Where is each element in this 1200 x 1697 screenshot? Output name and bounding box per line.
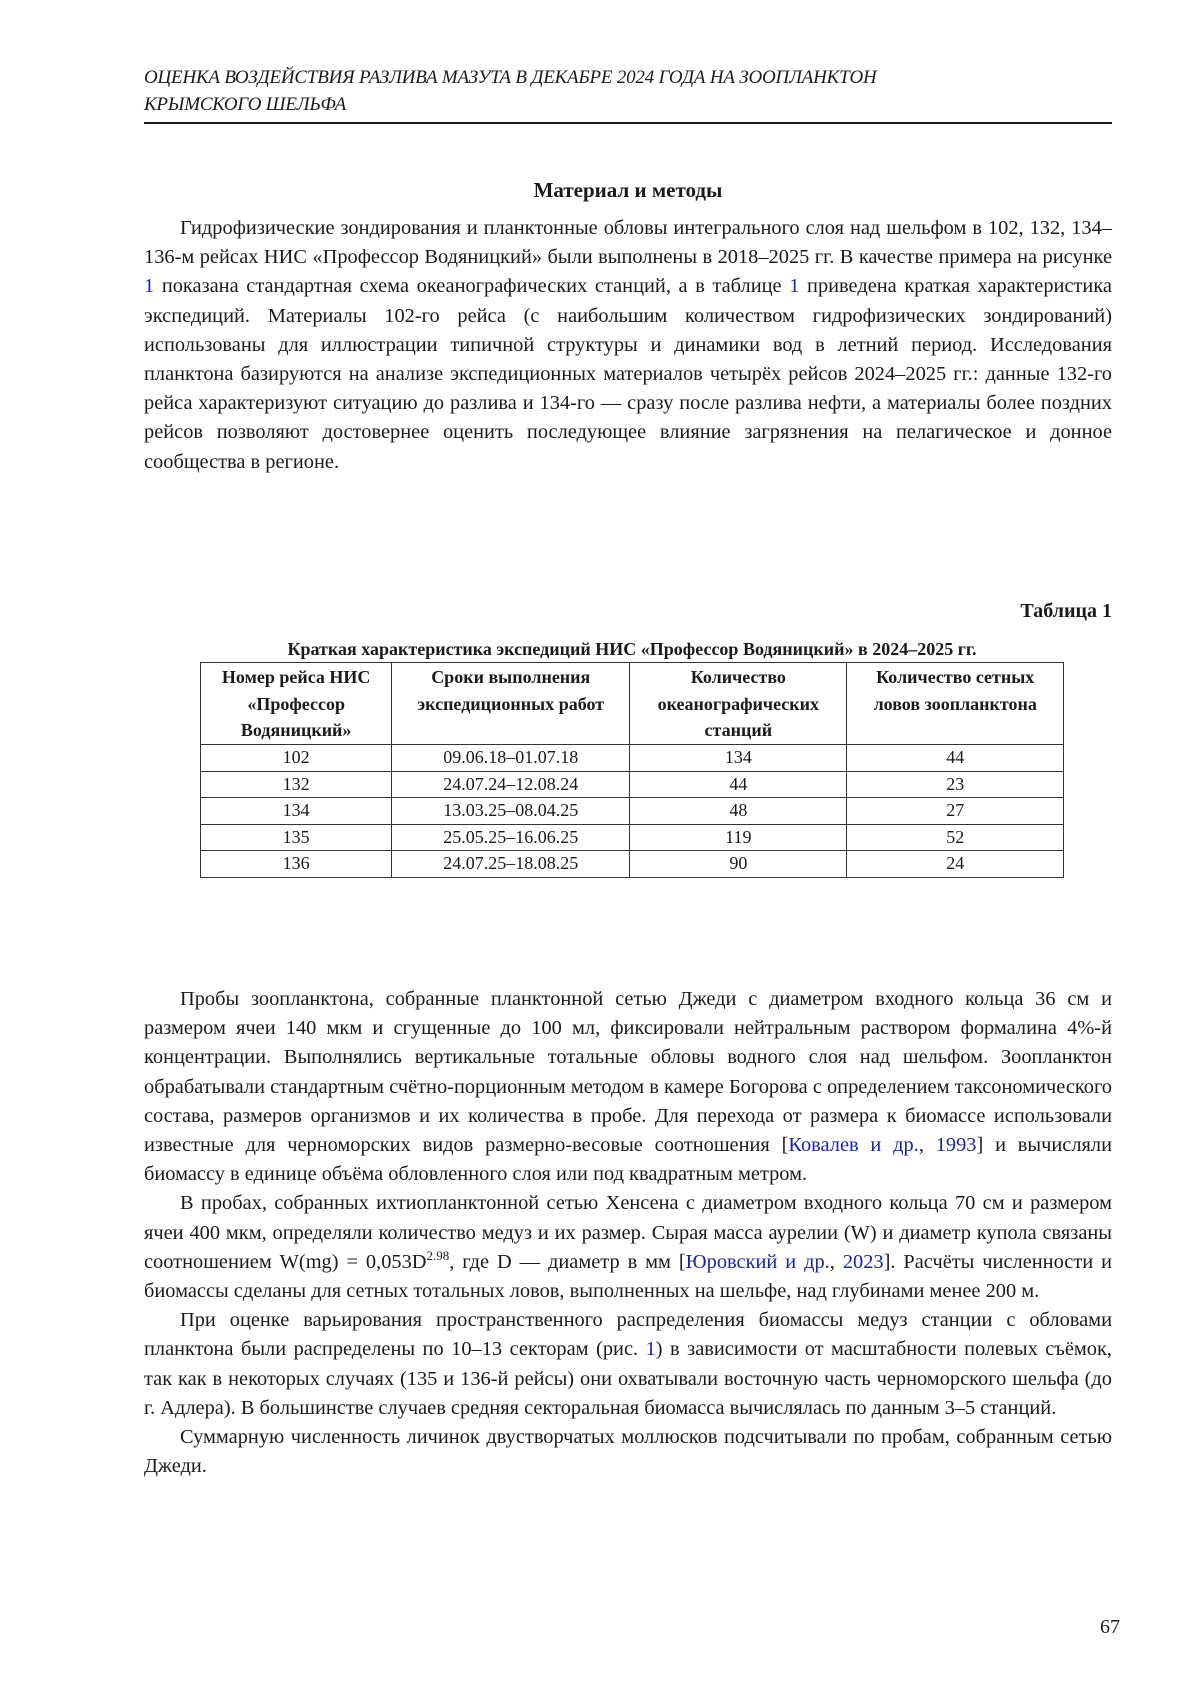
running-head-line-2: КРЫМСКОГО ШЕЛЬФА bbox=[144, 94, 347, 115]
text-run: ]. Расчёты численности и биомассы сделаны для сетных тотальных ловов, выполненных на шельфе, над глубинами менее 200 м. bbox=[144, 1250, 1112, 1303]
text-run: ) в зависимости от масштабности полевых съёмок, так как в некоторых случаях (135 и 136-й рейсы) они охватывали восточную часть черноморского шельфа (до г. Адлера). В большинстве случаев средняя секторальная биомасса вычислялась по данным 3–5 станций. bbox=[144, 1338, 1112, 1419]
column-header-stations: Количество океанографических станций bbox=[630, 663, 847, 745]
figure-link[interactable]: 1 bbox=[645, 1338, 656, 1361]
citation-year[interactable]: 1993 bbox=[935, 1134, 977, 1157]
cell-stations: 90 bbox=[630, 851, 847, 878]
table-header-row bbox=[201, 663, 1064, 745]
cell-cruise: 134 bbox=[201, 798, 392, 825]
citation-link-kovalev[interactable] bbox=[788, 1134, 976, 1156]
column-header-cruise: Номер рейса НИС «Профессор Водяницкий» bbox=[201, 663, 392, 745]
cell-stations: 134 bbox=[630, 745, 847, 772]
paragraph-intro bbox=[144, 214, 1112, 477]
cell-stations: 48 bbox=[630, 798, 847, 825]
table-label: Таблица 1 bbox=[1020, 600, 1112, 622]
cell-cruise: 136 bbox=[201, 851, 392, 878]
text-run: приведена краткая характеристика экспедиций. Материалы 102-го рейса (с наибольшим количеством гидрофизических зондирований) использованы для иллюстрации типичной структуры и динамики вод в летний период. Исследования планктона базируются на анализе экспедиционных материалов четырёх рейсов 2024–2025 гг.: данные 132-го рейса характеризуют ситуацию до разлива и 134-го — сразу после разлива нефти, а материалы более поздних рейсов позволяют достовернее оценить последующее влияние загрязнения на пелагическое и донное сообщества в регионе. bbox=[144, 275, 1112, 473]
table-row bbox=[201, 771, 1064, 798]
expeditions-table bbox=[200, 662, 1064, 878]
header-rule bbox=[144, 122, 1112, 124]
text-run: В пробах, собранных ихтиопланктонной сетью Хенсена с диаметром входного кольца 70 см и размером ячеи 400 мкм, определяли количество медуз и их размер. Сырая масса аурелии (W) и диаметр купола связаны соотношением W(mg) = 0,053D bbox=[144, 1192, 1112, 1273]
text-run: Гидрофизические зондирования и планктонные обловы интегрального слоя над шельфом в 102, 132, 134–136-м рейсах НИС «Профессор Водяницкий» были выполнены в 2018–2025 гг. В качестве примера на рисунке bbox=[144, 217, 1112, 269]
formula-exponent: 2.98 bbox=[426, 1248, 450, 1264]
cell-stations: 44 bbox=[630, 771, 847, 798]
table-row bbox=[201, 745, 1064, 772]
cell-net-hauls: 27 bbox=[847, 798, 1064, 825]
cell-dates: 24.07.24–12.08.24 bbox=[392, 771, 630, 798]
cell-stations: 119 bbox=[630, 824, 847, 851]
column-header-net-hauls: Количество сетных ловов зоопланктона bbox=[847, 663, 1064, 745]
paragraph-bivalve-larvae: Суммарную численность личинок двустворчатых моллюсков подсчитывали по пробам, собранным сетью Джеди. bbox=[144, 1426, 1112, 1478]
text-run: Пробы зоопланктона, собранные планктонной сетью Джеди с диаметром входного кольца 36 см и размером ячеи 140 мкм и сгущенные до 100 мл, фиксировали нейтральным раствором формалина 4%-й концентрации. Выполнялись вертикальные тотальные обловы водного слоя над шельфом. Зоопланктон обрабатывали стандартным счётно-порционным методом в камере Богорова с определением таксономического состава, размеров организмов и их количества в пробе. Для перехода от размера к биомассе использовали известные для черноморских видов размерно-весовые соотношения [ bbox=[144, 988, 1112, 1157]
citation-separator: , bbox=[829, 1250, 843, 1273]
cell-net-hauls: 24 bbox=[847, 851, 1064, 878]
text-run: показана стандартная схема океанографических станций, а в таблице bbox=[154, 275, 790, 298]
cell-dates: 09.06.18–01.07.18 bbox=[392, 745, 630, 772]
citation-authors[interactable]: Ковалев и др. bbox=[788, 1134, 919, 1157]
citation-year[interactable]: 2023 bbox=[842, 1250, 884, 1273]
cell-net-hauls: 44 bbox=[847, 745, 1064, 772]
cell-dates: 24.07.25–18.08.25 bbox=[392, 851, 630, 878]
table-row bbox=[201, 798, 1064, 825]
methods-section bbox=[144, 985, 1112, 1481]
section-title: Материал и методы bbox=[533, 178, 723, 202]
citation-link-yurovsky[interactable] bbox=[686, 1251, 884, 1273]
table-row bbox=[201, 851, 1064, 878]
table-row bbox=[201, 824, 1064, 851]
running-head bbox=[144, 64, 1112, 118]
text-run: При оценке варьирования пространственного распределения биомассы медуз станции с обловами планктона были распределены по 10–13 секторам (рис. bbox=[144, 1309, 1112, 1361]
table-caption: Краткая характеристика экспедиций НИС «Профессор Водяницкий» в 2024–2025 гг. bbox=[287, 639, 977, 659]
cell-cruise: 132 bbox=[201, 771, 392, 798]
running-head-line-1: ОЦЕНКА ВОЗДЕЙСТВИЯ РАЗЛИВА МАЗУТА В ДЕКАБРЕ 2024 ГОДА НА ЗООПЛАНКТОН bbox=[144, 67, 877, 88]
citation-authors[interactable]: Юровский и др. bbox=[685, 1250, 830, 1273]
text-run: ] и вычисляли биомассу в единице объёма обловленного слоя или под квадратным метром. bbox=[144, 1134, 1112, 1186]
paragraph-sectors bbox=[144, 1306, 1112, 1423]
text-run: , где D — диаметр в мм [ bbox=[449, 1250, 686, 1273]
cell-cruise: 135 bbox=[201, 824, 392, 851]
paragraph-juday-net bbox=[144, 985, 1112, 1189]
page-number: 67 bbox=[1100, 1616, 1120, 1638]
table-link[interactable]: 1 bbox=[789, 275, 800, 298]
cell-net-hauls: 23 bbox=[847, 771, 1064, 798]
cell-dates: 25.05.25–16.06.25 bbox=[392, 824, 630, 851]
paragraph-hensen-net bbox=[144, 1189, 1112, 1306]
column-header-dates: Сроки выполнения экспедиционных работ bbox=[392, 663, 630, 745]
cell-dates: 13.03.25–08.04.25 bbox=[392, 798, 630, 825]
intro-section bbox=[144, 214, 1112, 477]
figure-link[interactable]: 1 bbox=[144, 275, 155, 298]
cell-cruise: 102 bbox=[201, 745, 392, 772]
cell-net-hauls: 52 bbox=[847, 824, 1064, 851]
citation-separator: , bbox=[918, 1134, 936, 1157]
